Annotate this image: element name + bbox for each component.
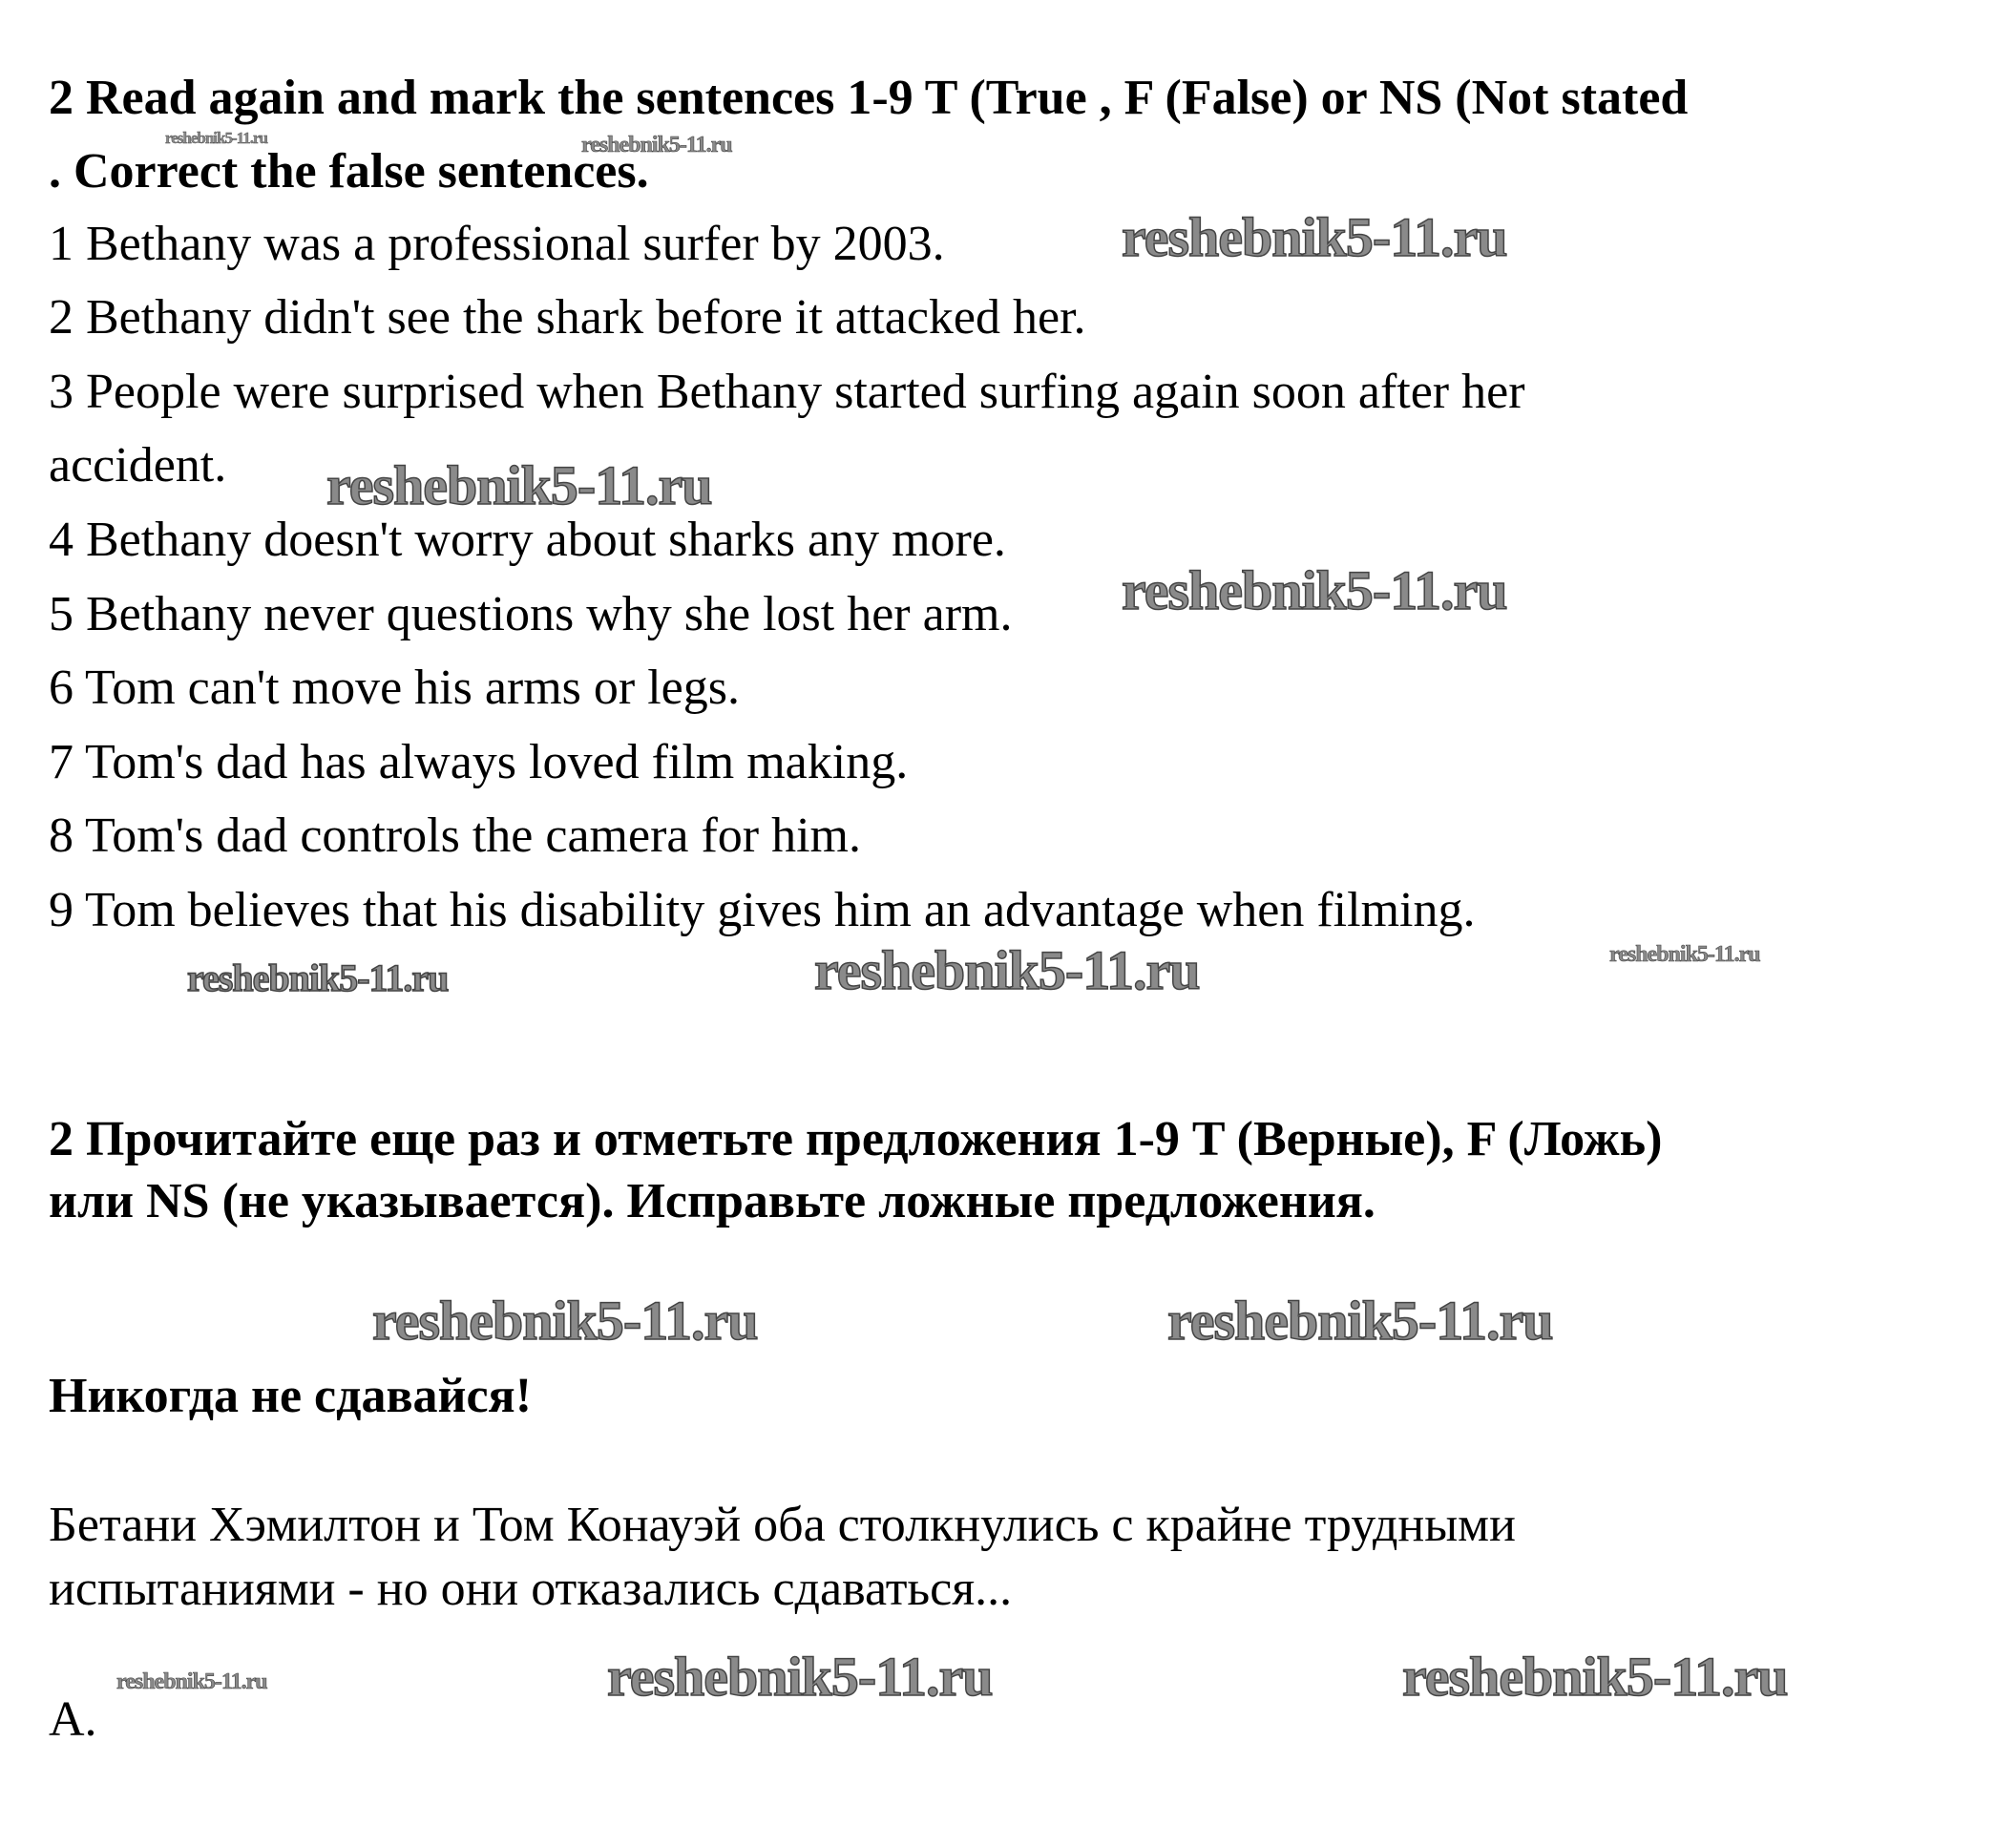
translation-paragraph-line2: испытаниями - но они отказались сдаваться... — [49, 1562, 1013, 1616]
watermark: reshebnik5-11.ru — [1122, 559, 1507, 621]
exercise-heading-line1: 2 Read again and mark the sentences 1-9 T (True , F (False) or NS (Not stated — [49, 71, 1689, 125]
exercise-heading-line2: . Correct the false sentences. — [49, 144, 649, 199]
watermark: reshebnik5-11.ru — [165, 129, 267, 147]
watermark: reshebnik5-11.ru — [372, 1290, 758, 1352]
translation-paragraph-line1: Бетани Хэмилтон и Том Конауэй оба столкнулись с крайне трудными — [49, 1498, 1516, 1552]
watermark: reshebnik5-11.ru — [326, 454, 712, 516]
watermark: reshebnik5-11.ru — [187, 956, 449, 999]
sentence-3-continued: accident. — [49, 438, 227, 493]
sentence-9: 9 Tom believes that his disability gives him an advantage when filming. — [49, 883, 1476, 937]
watermark: reshebnik5-11.ru — [1402, 1646, 1788, 1708]
watermark: reshebnik5-11.ru — [1122, 206, 1507, 268]
sentence-4: 4 Bethany doesn't worry about sharks any more. — [49, 513, 1006, 567]
sentence-7: 7 Tom's dad has always loved film making. — [49, 735, 909, 789]
sentence-2: 2 Bethany didn't see the shark before it attacked her. — [49, 290, 1086, 345]
watermark: reshebnik5-11.ru — [581, 133, 732, 157]
translation-heading-line2: или NS (не указывается). Исправьте ложные предложения. — [49, 1174, 1376, 1228]
watermark: reshebnik5-11.ru — [1167, 1290, 1553, 1352]
sentence-6: 6 Tom can't move his arms or legs. — [49, 661, 740, 715]
sentence-1: 1 Bethany was a professional surfer by 2003. — [49, 217, 945, 271]
translation-heading-line1: 2 Прочитайте еще раз и отметьте предложения 1-9 T (Верные), F (Ложь) — [49, 1112, 1663, 1166]
sentence-5: 5 Bethany never questions why she lost her arm. — [49, 587, 1013, 641]
watermark: reshebnik5-11.ru — [1609, 942, 1760, 967]
translation-title: Никогда не сдавайся! — [49, 1369, 533, 1423]
sentence-3: 3 People were surprised when Bethany started surfing again soon after her — [49, 365, 1525, 419]
sentence-8: 8 Tom's dad controls the camera for him. — [49, 808, 861, 863]
watermark: reshebnik5-11.ru — [607, 1646, 993, 1708]
watermark: reshebnik5-11.ru — [116, 1669, 267, 1694]
section-label: A. — [49, 1692, 97, 1747]
watermark: reshebnik5-11.ru — [814, 939, 1200, 1001]
